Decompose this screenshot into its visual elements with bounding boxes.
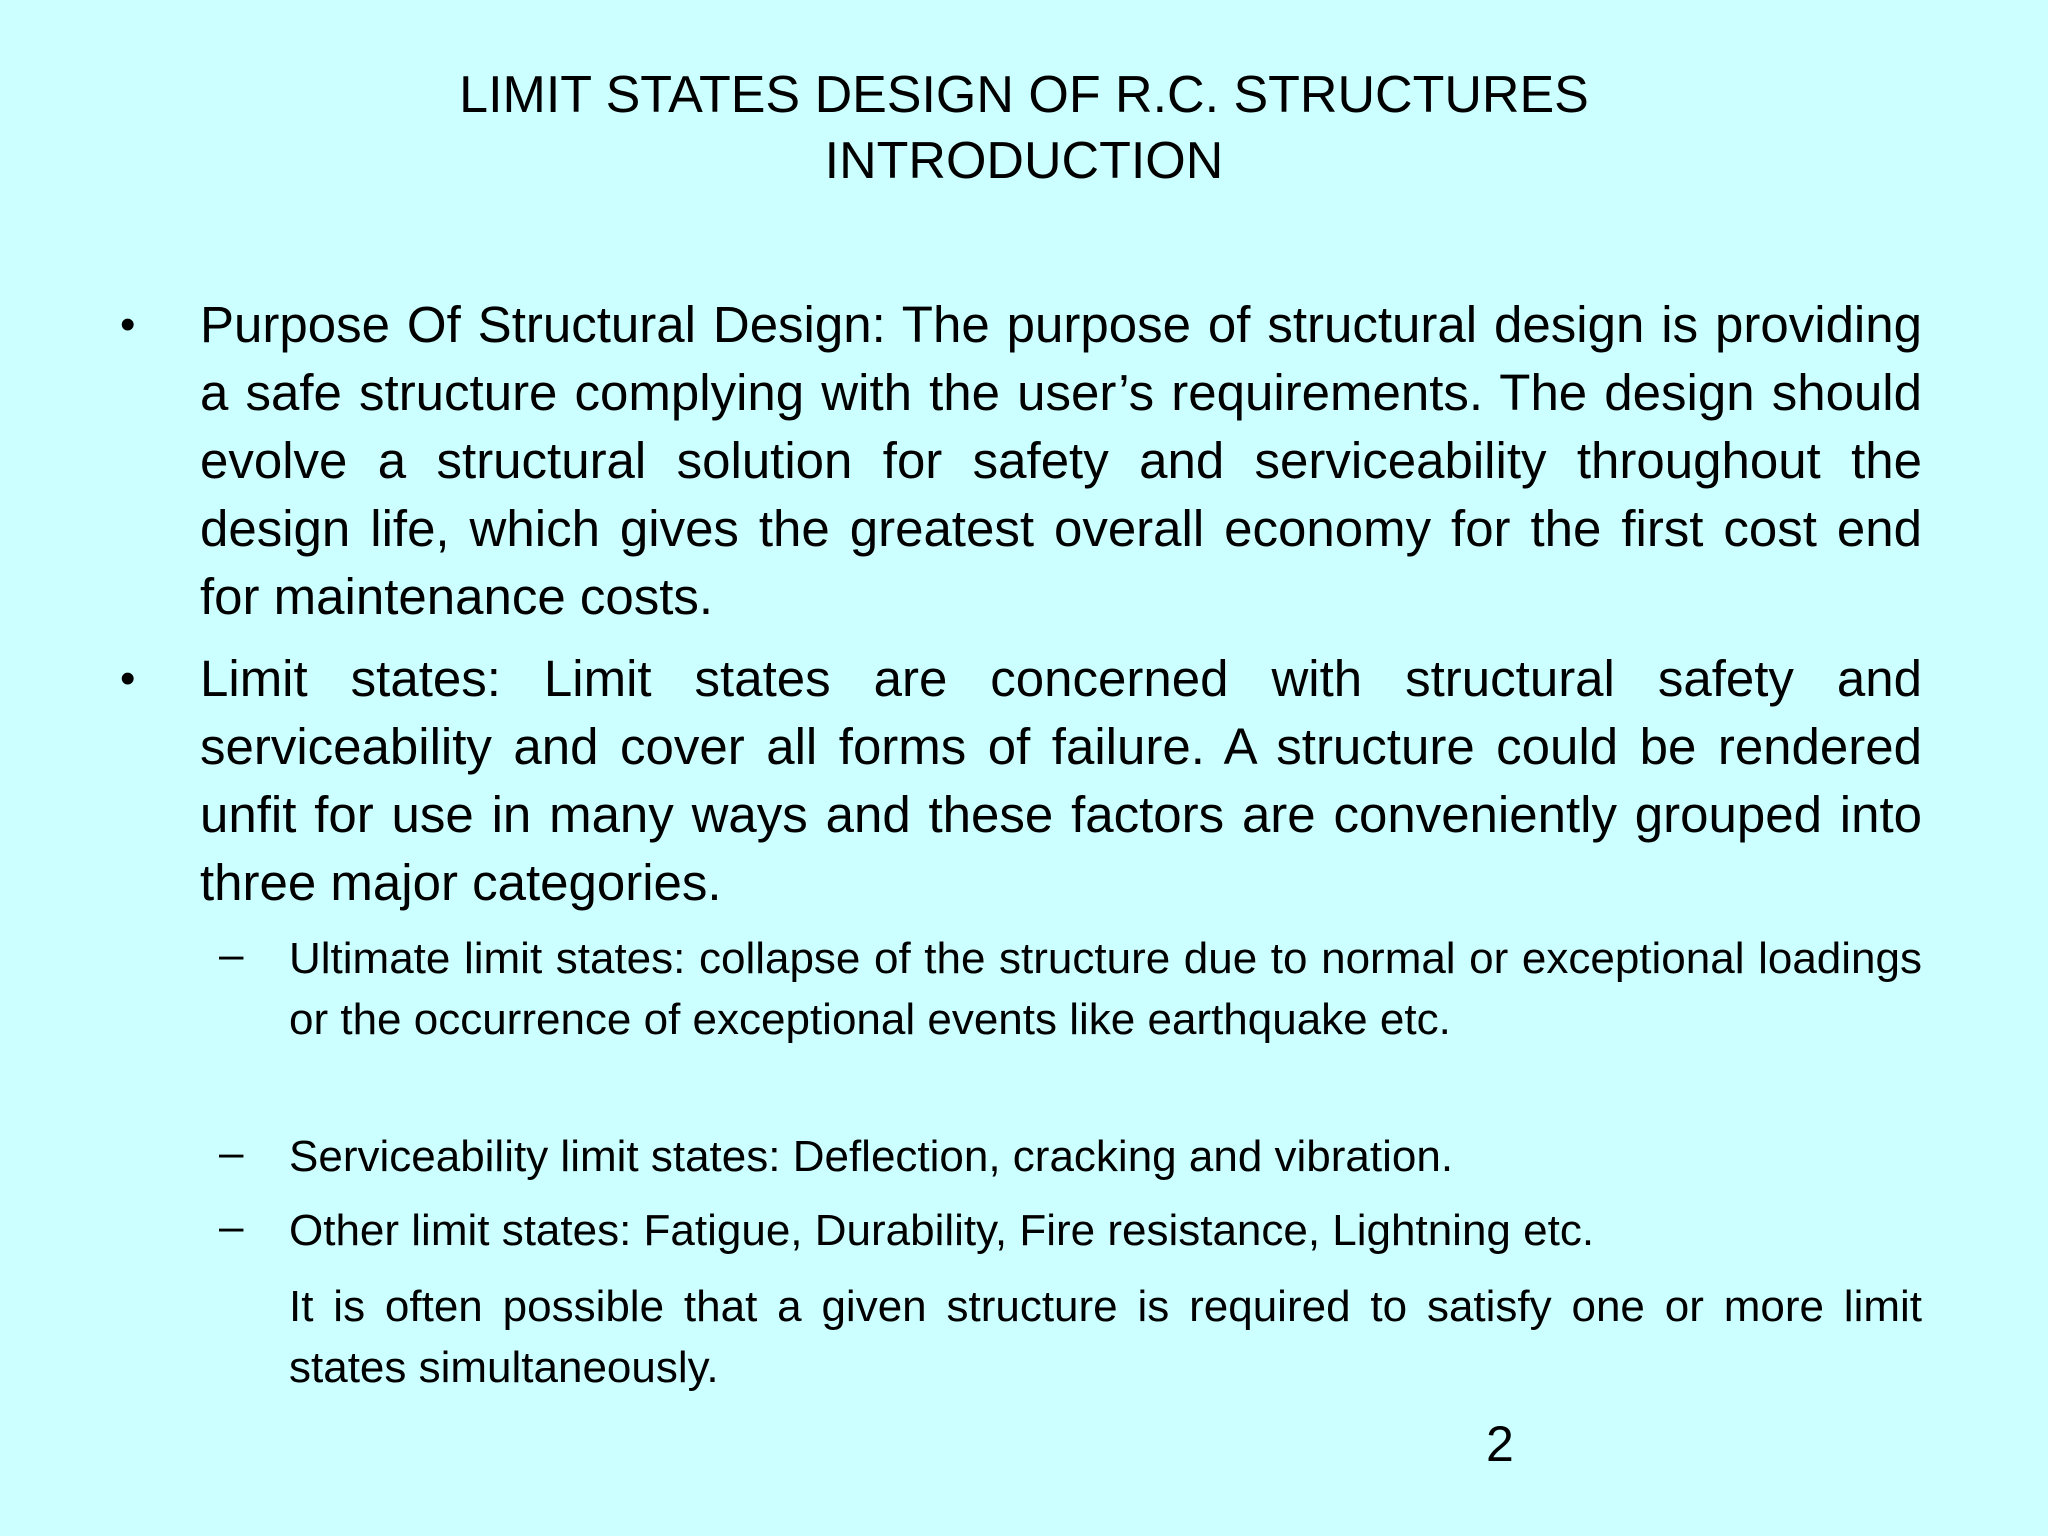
bullet-text: Limit states: Limit states are concerned with structural safety and serviceability and cover all forms of failure. A structure could be rendered unfit for use in many ways and these factors are conveniently grouped into three major categories. xyxy=(200,650,1922,911)
title-line-1: LIMIT STATES DESIGN OF R.C. STRUCTURES xyxy=(459,66,1589,124)
sub-item-text: Ultimate limit states: collapse of the structure due to normal or exceptional loadings or the occurrence of exceptional events like earthquake etc. xyxy=(289,934,1922,1044)
sub-item-marker: – xyxy=(219,1128,244,1177)
title-line-2: INTRODUCTION xyxy=(824,132,1224,190)
bullet-purpose xyxy=(120,291,1922,631)
sub-item-text: Other limit states: Fatigue, Durability, Fire resistance, Lightning etc. xyxy=(289,1206,1595,1255)
bullet-marker: • xyxy=(120,654,136,703)
page-number: 2 xyxy=(1486,1416,1514,1472)
sub-item-other xyxy=(219,1200,1922,1261)
bullet-limit-states xyxy=(120,645,1922,917)
closing-note: It is often possible that a given structure is required to satisfy one or more limit states simultaneously. xyxy=(289,1282,1922,1392)
sub-item-marker: – xyxy=(219,930,244,979)
sub-item-marker: – xyxy=(219,1202,244,1251)
sub-item-text: Serviceability limit states: Deflection, cracking and vibration. xyxy=(289,1132,1454,1181)
bullet-marker: • xyxy=(120,300,136,349)
sub-item-serviceability xyxy=(219,1126,1922,1187)
sub-item-ultimate xyxy=(219,928,1922,1050)
bullet-text: Purpose Of Structural Design: The purpose of structural design is providing a safe structure complying with the user’s requirements. The design should evolve a structural solution for safety and serviceability throughout the design life, which gives the greatest overall economy for the first cost end for maintenance costs. xyxy=(200,296,1922,625)
